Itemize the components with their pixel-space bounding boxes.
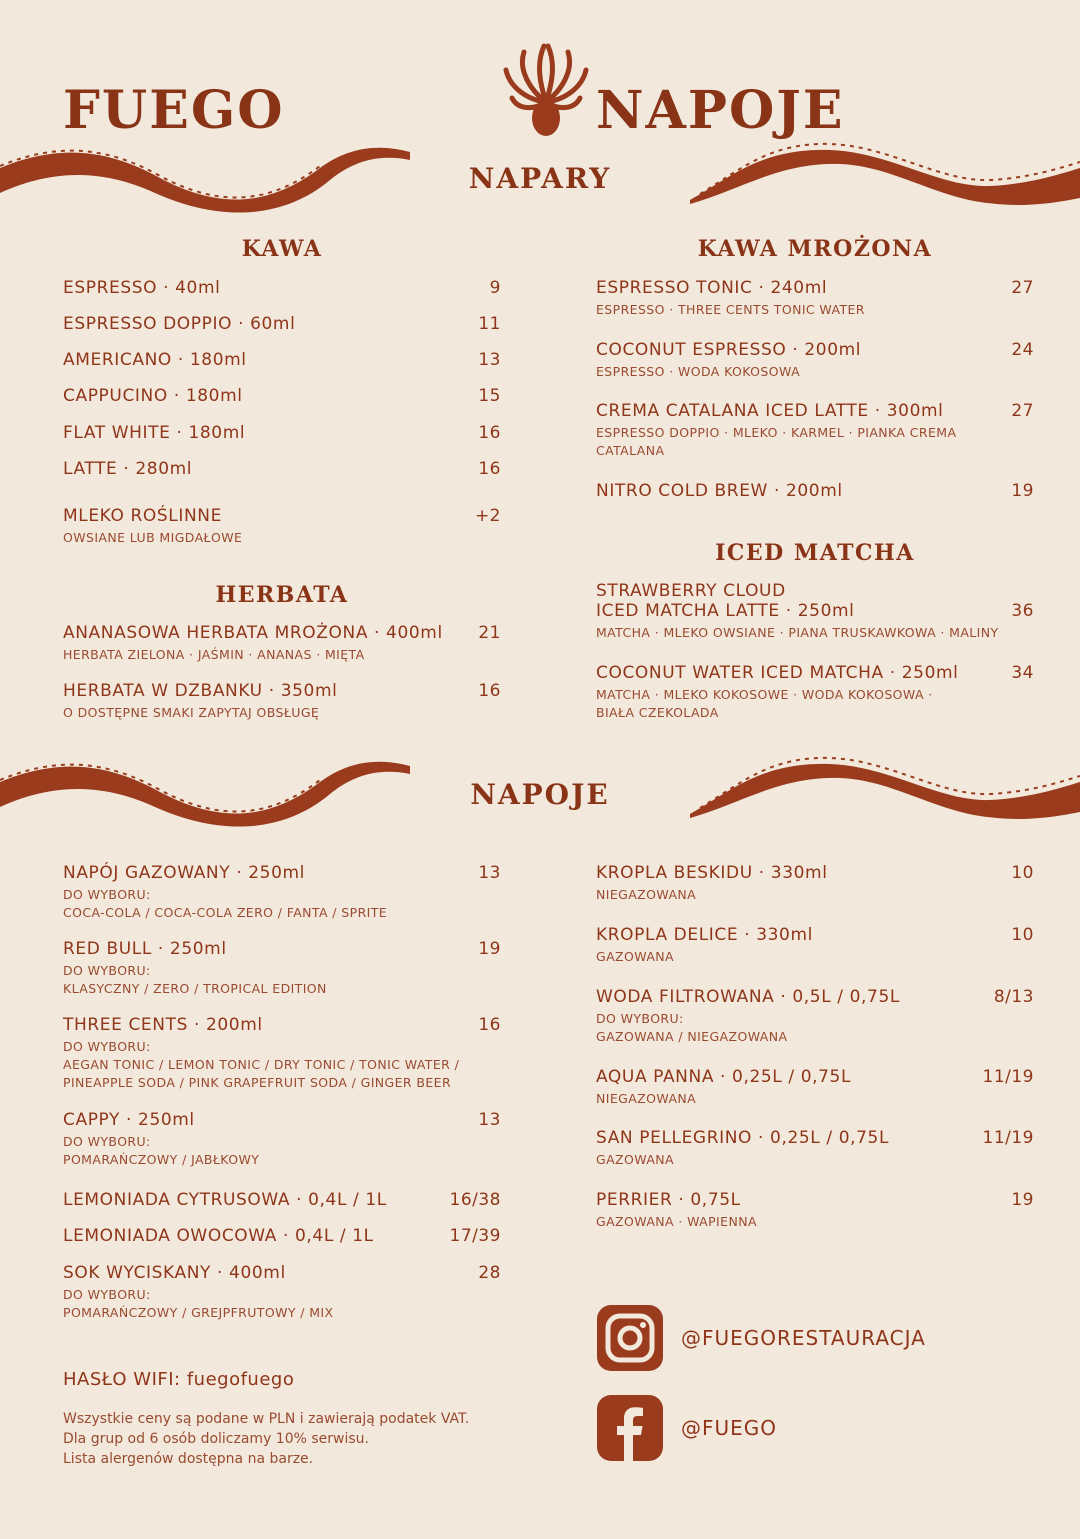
item-price: 27: [1011, 278, 1034, 298]
item-price: 36: [1011, 601, 1034, 621]
menu-item: [596, 663, 1034, 722]
category-heading-kawa-mrozona: KAWA MROŻONA: [697, 236, 933, 262]
page-title: NAPOJE: [596, 80, 845, 141]
item-description: ESPRESSO · THREE CENTS TONIC WATER: [596, 302, 865, 317]
menu-item: [63, 423, 501, 443]
facebook-icon: [597, 1395, 663, 1461]
item-price: 16: [478, 681, 501, 701]
menu-item: [596, 1190, 1034, 1231]
instagram-icon: [597, 1305, 663, 1371]
menu-item: [596, 987, 1034, 1046]
menu-item: [63, 623, 501, 664]
menu-item: [63, 386, 501, 406]
item-description: DO WYBORU: KLASYCZNY / ZERO / TROPICAL EDITION: [63, 963, 327, 996]
item-price: 9: [489, 278, 501, 298]
item-description: DO WYBORU: POMARAŃCZOWY / JABŁKOWY: [63, 1134, 260, 1167]
menu-item: [63, 939, 501, 998]
item-name: ESPRESSO TONIC · 240ml: [596, 278, 828, 298]
item-name: THREE CENTS · 200ml: [63, 1015, 263, 1035]
category-heading-kawa: KAWA: [241, 236, 323, 262]
item-name: CAPPY · 250ml: [63, 1110, 195, 1130]
menu-item: [596, 1128, 1034, 1169]
menu-item: [63, 681, 501, 722]
item-price: 11: [478, 314, 501, 334]
item-description: MATCHA · MLEKO OWSIANE · PIANA TRUSKAWKOWA · MALINY: [596, 625, 999, 640]
menu-item: [63, 1015, 501, 1092]
item-description: GAZOWANA · WAPIENNA: [596, 1214, 757, 1229]
legal-line: Lista alergenów dostępna na barze.: [63, 1451, 314, 1467]
menu-item: [596, 925, 1034, 966]
item-name: SAN PELLEGRINO · 0,25L / 0,75L: [596, 1128, 890, 1148]
facebook-handle[interactable]: @FUEGO: [681, 1416, 778, 1440]
item-name: SOK WYCISKANY · 400ml: [63, 1263, 286, 1283]
menu-item: [596, 340, 1034, 381]
item-description: DO WYBORU: POMARAŃCZOWY / GREJPFRUTOWY / MIX: [63, 1287, 334, 1320]
item-name: AQUA PANNA · 0,25L / 0,75L: [596, 1067, 852, 1087]
item-price: 34: [1011, 663, 1034, 683]
item-name: AMERICANO · 180ml: [63, 350, 247, 370]
item-description: ESPRESSO DOPPIO · MLEKO · KARMEL · PIANKA CREMA CATALANA: [596, 425, 957, 458]
item-name: NITRO COLD BREW · 200ml: [596, 481, 843, 501]
legal-line: Wszystkie ceny są podane w PLN i zawierają podatek VAT.: [63, 1411, 470, 1427]
menu-item: [63, 1263, 501, 1322]
item-price: 10: [1011, 863, 1034, 883]
item-price: 16: [478, 459, 501, 479]
item-price: 8/13: [993, 987, 1034, 1007]
menu-item: [596, 401, 1034, 460]
instagram-handle[interactable]: @FUEGORESTAURACJA: [681, 1326, 926, 1350]
item-name: KROPLA DELICE · 330ml: [596, 925, 813, 945]
item-name: LATTE · 280ml: [63, 459, 193, 479]
legal-line: Dla grup od 6 osób doliczamy 10% serwisu.: [63, 1431, 369, 1447]
item-name: HERBATA W DZBANKU · 350ml: [63, 681, 338, 701]
section-heading-napary: NAPARY: [468, 162, 612, 195]
instagram-link[interactable]: [597, 1305, 926, 1371]
item-description: DO WYBORU: GAZOWANA / NIEGAZOWANA: [596, 1011, 788, 1044]
menu-item: [63, 1110, 501, 1169]
item-price: 13: [478, 1110, 501, 1130]
facebook-link[interactable]: [597, 1395, 777, 1461]
section-heading-napoje: NAPOJE: [470, 778, 610, 811]
item-price: 19: [1011, 1190, 1034, 1210]
menu-item: [596, 278, 1034, 319]
item-name: NAPÓJ GAZOWANY · 250ml: [63, 863, 305, 883]
item-price: 16: [478, 1015, 501, 1035]
item-price: 24: [1011, 340, 1034, 360]
menu-item: [63, 350, 501, 370]
menu-item: [63, 506, 501, 547]
menu-item: [63, 1226, 501, 1246]
item-description: OWSIANE LUB MIGDAŁOWE: [63, 530, 243, 545]
item-name: ESPRESSO · 40ml: [63, 278, 221, 298]
item-name: FLAT WHITE · 180ml: [63, 423, 246, 443]
item-name: PERRIER · 0,75L: [596, 1190, 741, 1210]
menu-item: [63, 314, 501, 334]
menu-item: [596, 581, 1034, 642]
item-name: CAPPUCINO · 180ml: [63, 386, 243, 406]
menu-item: [596, 1067, 1034, 1108]
item-description: O DOSTĘPNE SMAKI ZAPYTAJ OBSŁUGĘ: [63, 705, 320, 720]
item-price: 21: [478, 623, 501, 643]
item-name: KROPLA BESKIDU · 330ml: [596, 863, 828, 883]
item-price: 13: [478, 863, 501, 883]
item-name: ANANASOWA HERBATA MROŻONA · 400ml: [63, 623, 443, 643]
item-name: LEMONIADA CYTRUSOWA · 0,4L / 1L: [63, 1190, 387, 1210]
category-heading-iced-matcha: ICED MATCHA: [715, 540, 915, 566]
item-price: 19: [478, 939, 501, 959]
wifi-password: HASŁO WIFI: fuegofuego: [63, 1369, 295, 1390]
item-description: ESPRESSO · WODA KOKOSOWA: [596, 364, 801, 379]
item-price: 17/39: [449, 1226, 501, 1246]
menu-item: [63, 278, 501, 298]
legal-notes: [63, 1409, 469, 1469]
menu-item: [63, 1190, 501, 1210]
item-name: WODA FILTROWANA · 0,5L / 0,75L: [596, 987, 900, 1007]
item-price: 28: [478, 1263, 501, 1283]
item-price: 13: [478, 350, 501, 370]
menu-item: [596, 481, 1034, 501]
item-price: 15: [478, 386, 501, 406]
item-price: 11/19: [982, 1067, 1034, 1087]
item-description: DO WYBORU: AEGAN TONIC / LEMON TONIC / DRY TONIC / TONIC WATER / PINEAPPLE SODA / PINK GRAPEFRUIT SODA / GINGER BEER: [63, 1039, 460, 1090]
item-name: MLEKO ROŚLINNE: [63, 506, 222, 526]
item-description: GAZOWANA: [596, 1152, 674, 1167]
item-name: CREMA CATALANA ICED LATTE · 300ml: [596, 401, 944, 421]
menu-item: [63, 863, 501, 922]
item-description: NIEGAZOWANA: [596, 887, 697, 902]
item-price: 11/19: [982, 1128, 1034, 1148]
item-name: STRAWBERRY CLOUD ICED MATCHA LATTE · 250ml: [596, 581, 855, 621]
item-description: MATCHA · MLEKO KOKOSOWE · WODA KOKOSOWA · BIAŁA CZEKOLADA: [596, 687, 933, 720]
item-price: 10: [1011, 925, 1034, 945]
item-description: GAZOWANA: [596, 949, 674, 964]
item-name: COCONUT WATER ICED MATCHA · 250ml: [596, 663, 959, 683]
item-price: 16/38: [449, 1190, 501, 1210]
octopus-icon: [500, 40, 592, 140]
item-name: ESPRESSO DOPPIO · 60ml: [63, 314, 296, 334]
menu-item: [63, 459, 501, 479]
menu-item: [596, 863, 1034, 904]
item-price: +2: [474, 506, 501, 526]
item-description: DO WYBORU: COCA-COLA / COCA-COLA ZERO / FANTA / SPRITE: [63, 887, 388, 920]
item-price: 19: [1011, 481, 1034, 501]
item-price: 16: [478, 423, 501, 443]
item-description: NIEGAZOWANA: [596, 1091, 697, 1106]
item-description: HERBATA ZIELONA · JAŚMIN · ANANAS · MIĘTA: [63, 647, 365, 662]
item-name: RED BULL · 250ml: [63, 939, 227, 959]
item-name: LEMONIADA OWOCOWA · 0,4L / 1L: [63, 1226, 374, 1246]
item-name: COCONUT ESPRESSO · 200ml: [596, 340, 862, 360]
category-heading-herbata: HERBATA: [215, 582, 349, 608]
item-price: 27: [1011, 401, 1034, 421]
brand-title: FUEGO: [63, 80, 285, 141]
